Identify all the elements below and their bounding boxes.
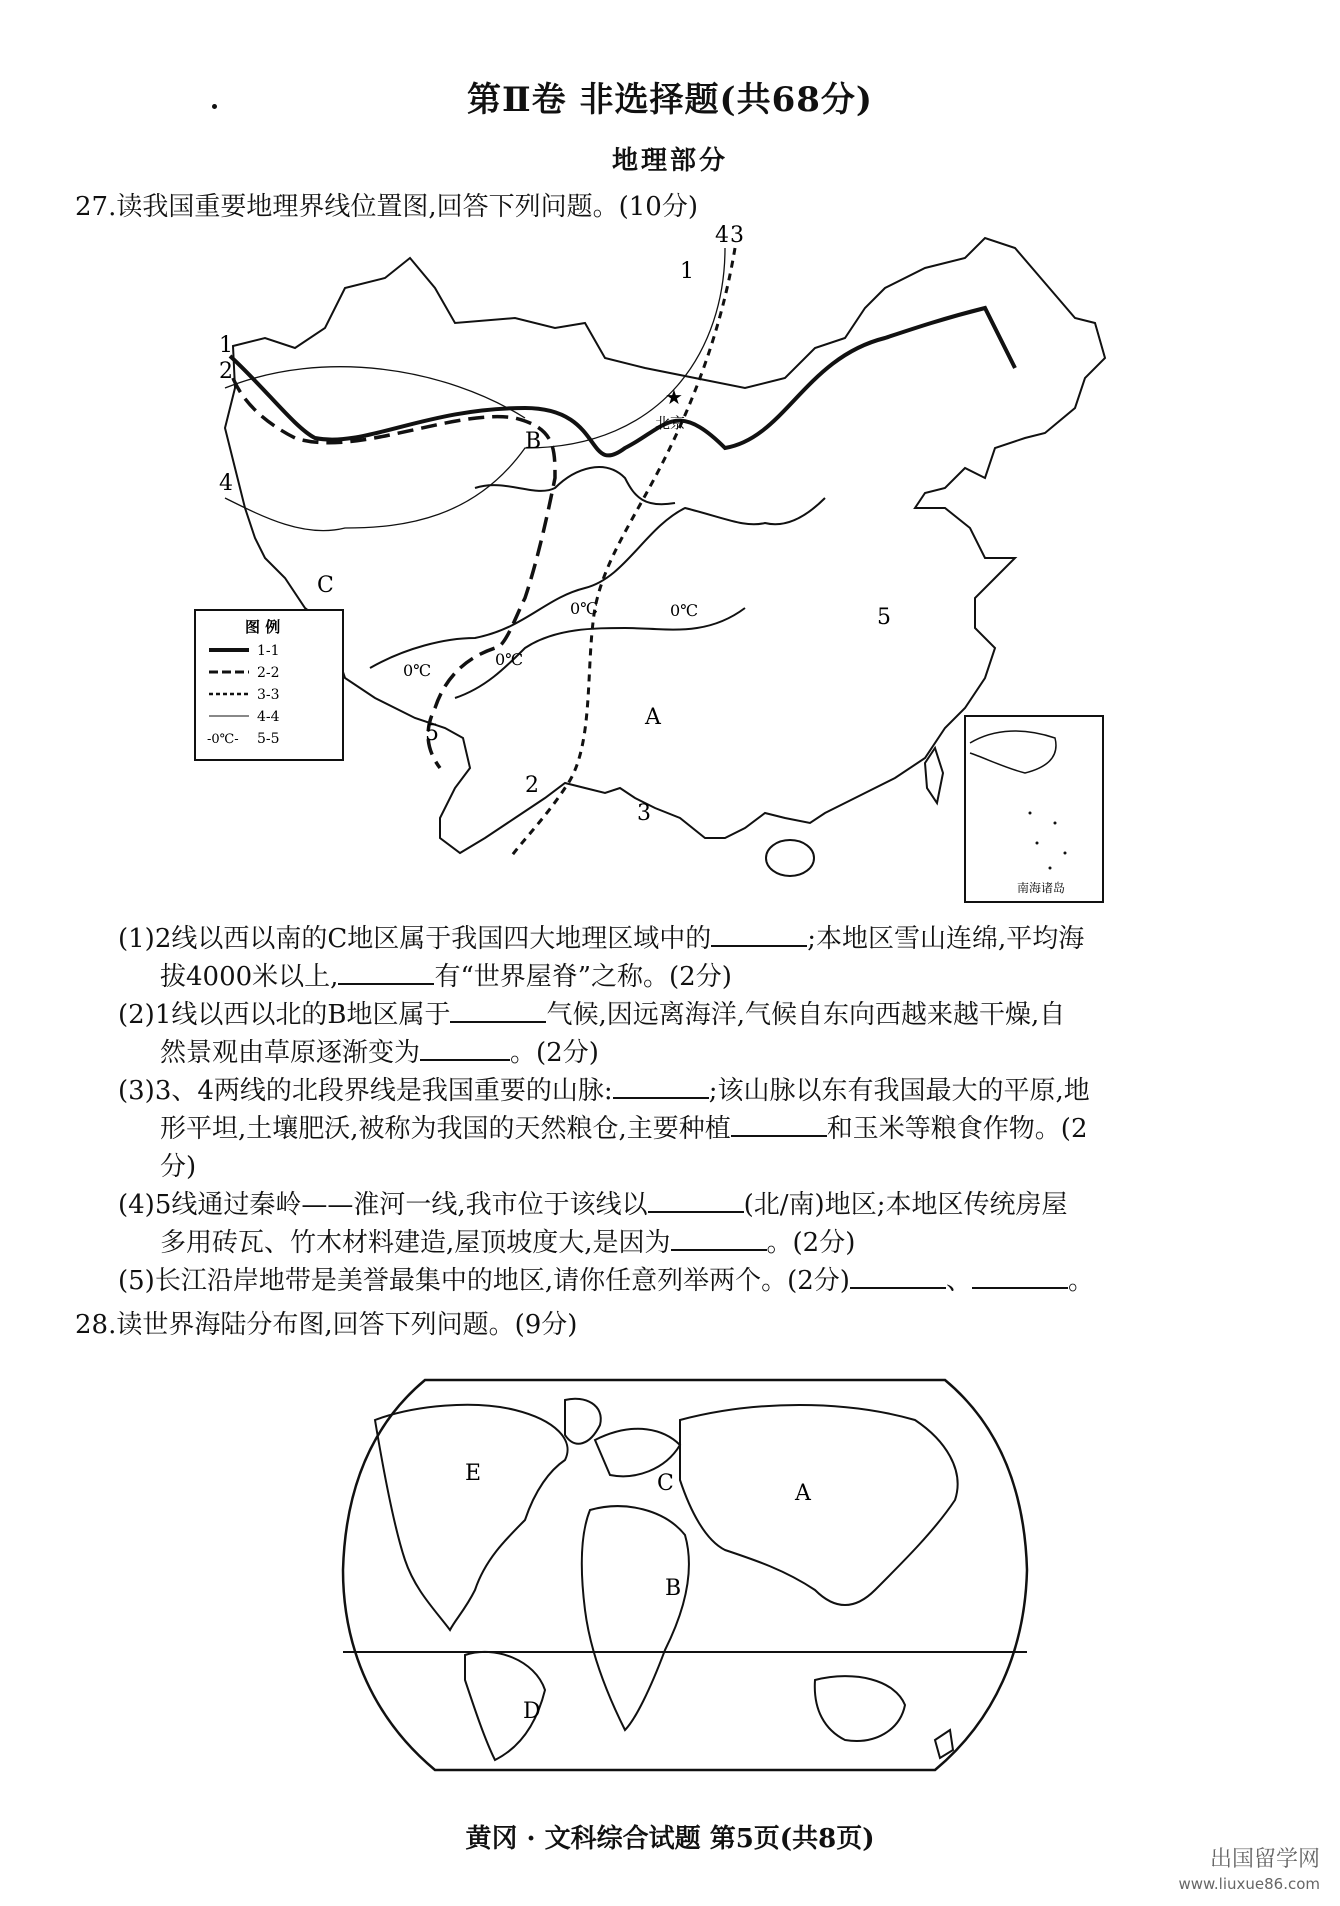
label-line-4-north: 4 (715, 223, 729, 248)
hainan-island (766, 840, 814, 876)
legend-title: 图 例 (245, 618, 281, 636)
world-map (335, 1360, 1035, 1790)
watermark-url: www.liuxue86.com (1178, 1875, 1320, 1893)
legend-zero-symbol: -0℃- (207, 732, 239, 747)
zero-label-4: 0℃ (670, 601, 699, 620)
world-label-c: C (657, 1471, 674, 1496)
label-line-3-north: 3 (730, 223, 744, 248)
label-line-2-south: 2 (525, 773, 539, 798)
south-china-sea-inset (965, 716, 1103, 902)
label-line-2-west: 2 (219, 359, 233, 384)
answer-blank-2[interactable] (338, 961, 434, 985)
world-label-a: A (795, 1481, 811, 1506)
beijing-star-icon: ★ (665, 385, 683, 409)
answer-blank-3[interactable] (450, 999, 546, 1023)
region-a: A (645, 705, 661, 730)
line-4 (225, 248, 725, 531)
europe (595, 1429, 680, 1476)
label-line-4-west: 4 (219, 471, 233, 496)
world-label-d: D (523, 1699, 541, 1724)
asia (680, 1405, 958, 1605)
page-footer: 黄冈 · 文科综合试题 第5页(共8页) (465, 1824, 875, 1854)
watermark-name: 出国留学网 (1209, 1847, 1320, 1872)
line-1 (230, 308, 1015, 455)
line-3 (510, 248, 735, 858)
q27-sub3-line2: 形平坦,土壤肥沃,被称为我国的天然粮仓,主要种植 和玉米等粮食作物。(2 (160, 1114, 1088, 1144)
line-5 (370, 498, 825, 668)
label-line-1-north: 1 (680, 259, 694, 284)
north-america (375, 1405, 568, 1630)
map-legend (195, 610, 343, 760)
answer-blank-4[interactable] (420, 1037, 510, 1061)
africa (582, 1506, 689, 1730)
legend-item-4: 4-4 (257, 709, 280, 725)
china-boundary-map (207, 223, 1105, 918)
legend-item-3: 3-3 (257, 687, 280, 703)
label-line-1-west: 1 (219, 333, 233, 358)
answer-blank-9[interactable] (850, 1265, 946, 1289)
watermark (1178, 1848, 1320, 1896)
region-c: C (317, 573, 334, 598)
zero-label-1: 0℃ (570, 599, 599, 618)
world-map-frame (343, 1380, 1027, 1770)
australia (815, 1676, 905, 1741)
greenland (565, 1399, 601, 1444)
q27-sub3-line3: 分) (160, 1152, 197, 1182)
beijing-label: 北京 (655, 414, 686, 432)
answer-blank-1[interactable] (711, 923, 807, 947)
world-label-e: E (465, 1461, 482, 1486)
paper-title: 第Ⅱ卷 非选择题(共68分) (467, 80, 873, 120)
q27-sub1-line1: (1)2线以西以南的C地区属于我国四大地理区域中的 ;本地区雪山连绵,平均海 (118, 924, 1085, 954)
zero-label-3: 0℃ (403, 661, 432, 680)
section-title: 地理部分 (611, 146, 728, 176)
legend-item-5: 5-5 (257, 731, 280, 747)
q27-sub2-line2: 然景观由草原逐渐变为 。(2分) (160, 1038, 599, 1068)
q27-sub4-line2: 多用砖瓦、竹木材料建造,屋顶坡度大,是因为 。(2分) (160, 1228, 856, 1258)
label-line-3-south: 3 (637, 801, 651, 826)
answer-blank-5[interactable] (613, 1075, 709, 1099)
answer-blank-8[interactable] (671, 1227, 767, 1251)
inset-caption: 南海诸岛 (1017, 881, 1066, 895)
answer-blank-10[interactable] (972, 1265, 1068, 1289)
region-b: B (525, 429, 542, 454)
new-zealand (935, 1730, 953, 1758)
zero-label-2: 0℃ (495, 650, 524, 669)
taiwan-island (925, 748, 943, 803)
question-28-stem: 28.读世界海陆分布图,回答下列问题。(9分) (75, 1310, 578, 1340)
label-line-5-west: 5 (425, 721, 439, 746)
q27-sub2-line1: (2)1线以西以北的B地区属于 气候,因远离海洋,气候自东向西越来越干燥,自 (118, 1000, 1066, 1030)
legend-item-1: 1-1 (257, 643, 280, 659)
q27-sub3-line1: (3)3、4两线的北段界线是我国重要的山脉: ;该山脉以东有我国最大的平原,地 (118, 1076, 1090, 1106)
answer-blank-7[interactable] (648, 1189, 744, 1213)
label-line-5-east: 5 (877, 605, 891, 630)
question-27-stem: 27.读我国重要地理界线位置图,回答下列问题。(10分) (75, 192, 698, 222)
world-label-b: B (665, 1576, 682, 1601)
q27-sub1-line2: 拔4000米以上, 有“世界屋脊”之称。(2分) (160, 962, 732, 992)
answer-blank-6[interactable] (731, 1113, 827, 1137)
legend-item-2: 2-2 (257, 665, 280, 681)
q27-sub4-line1: (4)5线通过秦岭——淮河一线,我市位于该线以 (北/南)地区;本地区传统房屋 (118, 1190, 1068, 1220)
q27-sub5-line1: (5)长江沿岸地带是美誉最集中的地区,请你任意列举两个。(2分) 、 。 (118, 1266, 1094, 1296)
